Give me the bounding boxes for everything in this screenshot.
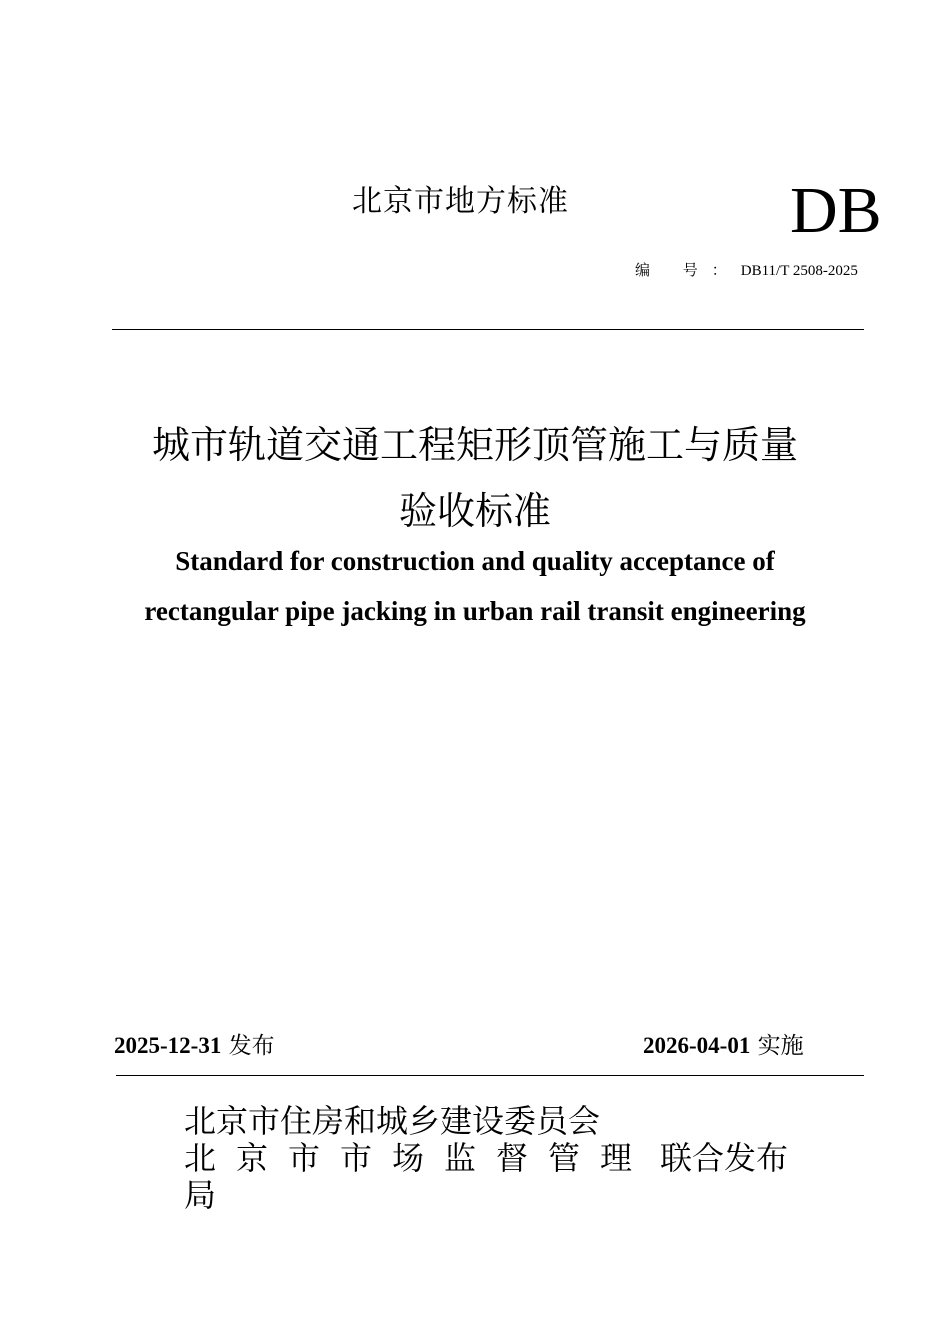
issuer-line2: 北京市市场监督管理 [184, 1139, 653, 1177]
header-divider [112, 329, 864, 330]
effective-date [643, 1027, 804, 1060]
standard-number [635, 259, 858, 280]
issue-label: 发布 [228, 1033, 275, 1059]
standard-number-value: DB11/T 2508-2025 [740, 263, 858, 279]
issuer-line3: 局 [184, 1176, 217, 1214]
title-cn-line1: 城市轨道交通工程矩形顶管施工与质量 [151, 423, 798, 467]
title-en-line1: Standard for construction and quality acceptance of [175, 546, 775, 576]
issue-date [114, 1027, 275, 1060]
joint-release-label: 联合发布 [660, 1139, 789, 1177]
standard-number-label: 编 号： [635, 261, 741, 279]
effective-date-value: 2026-04-01 [643, 1033, 751, 1058]
effective-label: 实施 [757, 1033, 804, 1059]
title-en-line2: rectangular pipe jacking in urban rail transit engineering [144, 596, 806, 626]
issue-date-value: 2025-12-31 [114, 1033, 222, 1058]
issuer-line1: 北京市住房和城乡建设委员会 [184, 1102, 601, 1140]
local-standard-label: 北京市地方标准 [352, 184, 569, 219]
db-mark: DB [790, 174, 882, 247]
footer-divider [116, 1075, 864, 1076]
title-cn-line2: 验收标准 [398, 489, 551, 533]
